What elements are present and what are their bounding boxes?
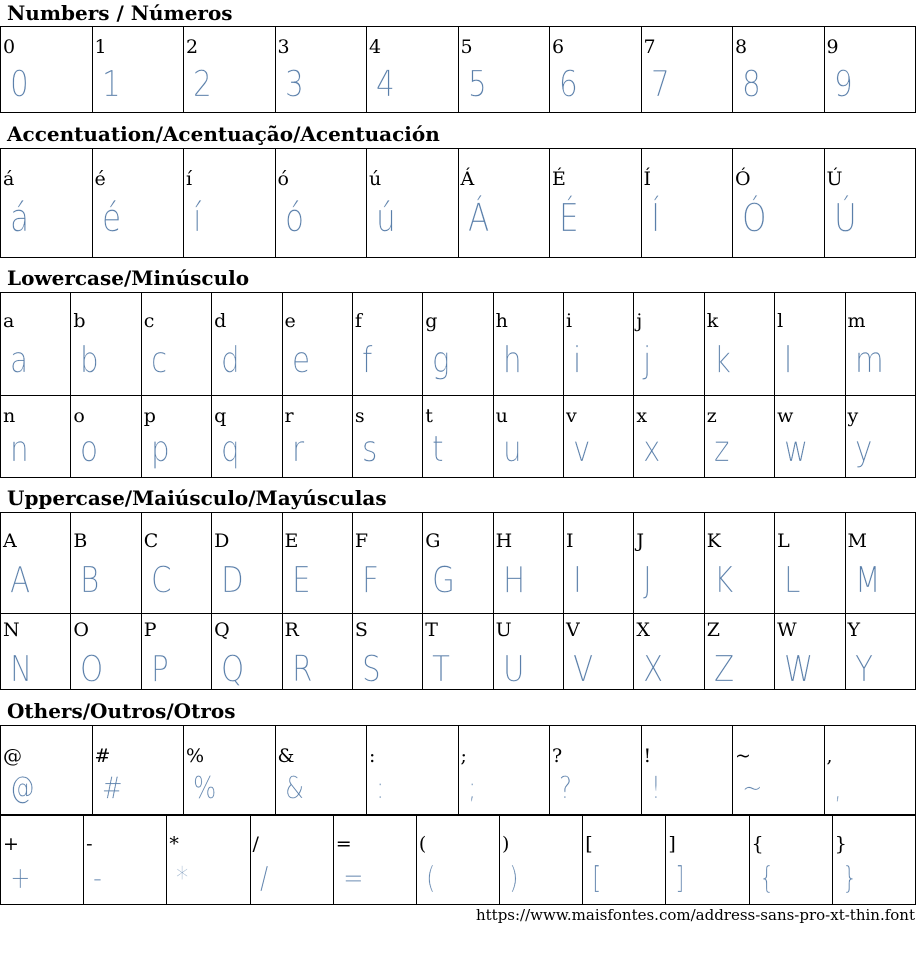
glyph-label: 7: [643, 36, 656, 58]
glyph-cell: [749, 815, 833, 905]
glyph-cell: [704, 512, 775, 614]
glyph-sample: í: [193, 196, 202, 240]
glyph-sample: q: [221, 429, 240, 470]
glyph-cell: [352, 292, 423, 396]
glyph-cell: [499, 815, 583, 905]
section-title-accentuation: Accentuation/Acentuação/Acentuación: [7, 122, 440, 146]
glyph-label: ,: [826, 745, 833, 767]
glyph-label: í: [186, 168, 193, 190]
glyph-cell: [333, 815, 417, 905]
glyph-sample: ]: [675, 861, 685, 896]
glyph-sample: V: [573, 649, 594, 690]
glyph-cell: [275, 26, 368, 113]
glyph-sample: D: [221, 560, 244, 601]
glyph-sample: t: [432, 429, 444, 470]
glyph-label: 9: [826, 36, 839, 58]
glyph-cell: [0, 725, 93, 815]
glyph-label: 4: [369, 36, 382, 58]
glyph-sample: k: [713, 340, 731, 381]
glyph-label: é: [94, 168, 106, 190]
glyph-cell: [70, 512, 141, 614]
glyph-cell: [633, 395, 704, 478]
glyph-cell: [416, 815, 500, 905]
glyph-sample: }: [841, 861, 858, 896]
glyph-sample: %: [193, 771, 217, 806]
glyph-sample: (: [425, 861, 436, 896]
glyph-cell: [70, 395, 141, 478]
glyph-cell: [824, 148, 916, 258]
glyph-cell: [845, 292, 916, 396]
glyph-cell: [166, 815, 250, 905]
glyph-cell: [352, 512, 423, 614]
glyph-sample: 0: [10, 64, 29, 105]
glyph-cell: [0, 815, 84, 905]
glyph-sample: n: [10, 429, 29, 470]
glyph-cell: [422, 613, 493, 690]
glyph-label: +: [3, 833, 19, 855]
glyph-cell: [422, 395, 493, 478]
glyph-cell: [845, 512, 916, 614]
glyph-cell: [282, 395, 353, 478]
glyph-label: c: [143, 310, 155, 332]
glyph-cell: [845, 613, 916, 690]
glyph-label: o: [73, 405, 85, 427]
glyph-cell: [549, 725, 642, 815]
glyph-cell: [0, 395, 71, 478]
glyph-label: C: [143, 530, 159, 552]
glyph-label: @: [3, 745, 22, 767]
glyph-cell: [366, 725, 459, 815]
section-title-uppercase: Uppercase/Maiúsculo/Mayúsculas: [7, 486, 387, 510]
glyph-cell: [422, 512, 493, 614]
glyph-label: u: [495, 405, 508, 427]
glyph-cell: [70, 613, 141, 690]
glyph-label: S: [354, 619, 368, 641]
glyph-sample: A: [10, 560, 31, 601]
glyph-sample: J: [643, 560, 653, 601]
glyph-cell: [282, 512, 353, 614]
glyph-sample: p: [150, 429, 170, 470]
glyph-cell: [563, 613, 634, 690]
glyph-sample: Ú: [833, 196, 857, 240]
glyph-sample: u: [502, 429, 522, 470]
glyph-sample: {: [758, 861, 775, 896]
glyph-cell: [493, 512, 564, 614]
glyph-sample: I: [573, 560, 582, 601]
glyph-cell: [92, 725, 185, 815]
glyph-sample: !: [650, 771, 661, 806]
glyph-cell: [183, 725, 276, 815]
glyph-label: K: [706, 530, 721, 552]
glyph-sample: f: [361, 340, 373, 381]
glyph-label: W: [777, 619, 797, 641]
glyph-label: [: [585, 833, 593, 855]
glyph-cell: [0, 148, 93, 258]
uppercase-grid-row-1: [0, 512, 916, 614]
glyph-sample: i: [573, 340, 582, 381]
glyph-cell: [70, 292, 141, 396]
glyph-cell: [665, 815, 749, 905]
glyph-cell: [211, 613, 282, 690]
glyph-label: (: [418, 833, 427, 855]
glyph-cell: [141, 292, 212, 396]
glyph-sample: F: [361, 560, 379, 601]
glyph-label: A: [3, 530, 17, 552]
glyph-cell: [549, 26, 642, 113]
glyph-label: b: [73, 310, 86, 332]
section-title-lowercase: Lowercase/Minúsculo: [7, 266, 250, 290]
glyph-sample: é: [101, 196, 121, 240]
glyph-sample: É: [559, 196, 579, 240]
glyph-sample: ;: [467, 771, 476, 806]
glyph-label: O: [73, 619, 89, 641]
glyph-sample: b: [80, 340, 100, 381]
glyph-cell: [0, 512, 71, 614]
glyph-label: l: [777, 310, 784, 332]
glyph-sample: m: [854, 340, 884, 381]
glyph-cell: [549, 148, 642, 258]
glyph-sample: R: [291, 649, 313, 690]
glyph-sample: g: [432, 340, 450, 381]
glyph-cell: [704, 613, 775, 690]
accentuation-grid: [0, 148, 916, 258]
glyph-label: z: [706, 405, 717, 427]
glyph-label: t: [425, 405, 433, 427]
glyph-label: Y: [847, 619, 861, 641]
glyph-sample: =: [342, 861, 364, 896]
glyph-cell: [633, 512, 704, 614]
glyph-label: 8: [735, 36, 748, 58]
glyph-cell: [563, 512, 634, 614]
glyph-label: G: [425, 530, 441, 552]
glyph-cell: [275, 148, 368, 258]
glyph-label: }: [834, 833, 847, 855]
glyph-label: :: [369, 745, 376, 767]
source-url-link[interactable]: https://www.maisfontes.com/address-sans-pro-xt-thin.font: [475, 906, 915, 924]
glyph-cell: [366, 148, 459, 258]
glyph-cell: [458, 725, 551, 815]
glyph-label: B: [73, 530, 88, 552]
glyph-sample: K: [713, 560, 734, 601]
glyph-label: V: [566, 619, 580, 641]
others-grid-row-2: [0, 815, 916, 905]
glyph-sample: C: [150, 560, 172, 601]
glyph-sample: 5: [467, 64, 487, 105]
glyph-cell: [732, 725, 825, 815]
glyph-label: L: [777, 530, 790, 552]
glyph-label: D: [214, 530, 230, 552]
glyph-cell: [824, 725, 916, 815]
glyph-label: %: [186, 745, 205, 767]
glyph-label: =: [335, 833, 352, 855]
glyph-sample: [: [592, 861, 602, 896]
glyph-label: ú: [369, 168, 382, 190]
glyph-label: Z: [706, 619, 720, 641]
glyph-sample: a: [10, 340, 29, 381]
glyph-label: H: [495, 530, 513, 552]
glyph-sample: 1: [101, 64, 121, 105]
glyph-sample: z: [713, 429, 730, 470]
glyph-sample: Z: [713, 649, 734, 690]
glyph-sample: r: [291, 429, 304, 470]
glyph-cell: [774, 292, 845, 396]
glyph-cell: [732, 148, 825, 258]
glyph-cell: [458, 26, 551, 113]
glyph-label: F: [354, 530, 369, 552]
glyph-sample: ú: [376, 196, 396, 240]
glyph-sample: H: [502, 560, 525, 601]
glyph-label: T: [425, 619, 438, 641]
glyph-sample: 8: [742, 64, 761, 105]
glyph-label: ]: [668, 833, 676, 855]
glyph-label: ó: [277, 168, 289, 190]
glyph-cell: [141, 613, 212, 690]
uppercase-grid-row-2: [0, 613, 916, 690]
glyph-sample: :: [376, 771, 385, 806]
glyph-label: á: [3, 168, 15, 190]
glyph-label: e: [284, 310, 296, 332]
glyph-sample: 6: [559, 64, 578, 105]
glyph-cell: [183, 148, 276, 258]
glyph-sample: B: [80, 560, 100, 601]
glyph-label: 6: [552, 36, 565, 58]
glyph-cell: [774, 512, 845, 614]
glyph-label: k: [706, 310, 719, 332]
glyph-label: X: [636, 619, 650, 641]
glyph-cell: [633, 613, 704, 690]
glyph-label: s: [354, 405, 365, 427]
glyph-cell: [211, 395, 282, 478]
glyph-cell: [92, 148, 185, 258]
glyph-label: I: [566, 530, 574, 552]
glyph-sample: ~: [742, 771, 763, 806]
glyph-sample: 2: [193, 64, 212, 105]
glyph-cell: [582, 815, 666, 905]
glyph-label: ~: [735, 745, 751, 767]
glyph-sample: y: [854, 429, 872, 470]
glyph-label: R: [284, 619, 299, 641]
glyph-label: 3: [277, 36, 290, 58]
glyph-sample: w: [784, 429, 809, 470]
glyph-label: E: [284, 530, 299, 552]
glyph-label: a: [3, 310, 15, 332]
glyph-label: x: [636, 405, 648, 427]
glyph-sample: N: [10, 649, 33, 690]
glyph-sample: 9: [833, 64, 853, 105]
glyph-sample: E: [291, 560, 311, 601]
glyph-cell: [458, 148, 551, 258]
glyph-label: Q: [214, 619, 230, 641]
glyph-label: j: [636, 310, 643, 332]
lowercase-grid-row-2: [0, 395, 916, 478]
glyph-sample: Q: [221, 649, 245, 690]
glyph-label: 2: [186, 36, 199, 58]
glyph-sample: G: [432, 560, 456, 601]
glyph-sample: d: [221, 340, 240, 381]
glyph-cell: [352, 613, 423, 690]
glyph-cell: [633, 292, 704, 396]
glyph-sample: &: [284, 771, 304, 806]
glyph-cell: [366, 26, 459, 113]
glyph-sample: 7: [650, 64, 670, 105]
section-title-others: Others/Outros/Otros: [7, 699, 236, 723]
glyph-label: g: [425, 310, 438, 332]
glyph-sample: O: [80, 649, 104, 690]
glyph-sample: T: [432, 649, 451, 690]
glyph-sample: x: [643, 429, 661, 470]
glyph-sample: ): [509, 861, 519, 896]
glyph-label: h: [495, 310, 508, 332]
glyph-cell: [563, 395, 634, 478]
glyph-cell: [275, 725, 368, 815]
glyph-label: Ú: [826, 168, 843, 190]
glyph-cell: [832, 815, 916, 905]
glyph-sample: o: [80, 429, 99, 470]
numbers-grid: [0, 26, 916, 113]
section-title-numbers: Numbers / Números: [7, 1, 233, 25]
glyph-cell: [704, 292, 775, 396]
glyph-sample: ,: [833, 771, 842, 806]
glyph-label: É: [552, 168, 566, 190]
glyph-cell: [845, 395, 916, 478]
glyph-sample: á: [10, 196, 30, 240]
glyph-sample: s: [361, 429, 378, 470]
glyph-cell: [0, 26, 93, 113]
glyph-cell: [141, 395, 212, 478]
glyph-cell: [641, 26, 734, 113]
glyph-cell: [183, 26, 276, 113]
glyph-cell: [282, 613, 353, 690]
glyph-label: r: [284, 405, 294, 427]
glyph-label: f: [354, 310, 362, 332]
glyph-label: P: [143, 619, 157, 641]
glyph-sample: j: [643, 340, 652, 381]
glyph-label: n: [3, 405, 16, 427]
glyph-label: Í: [643, 168, 652, 190]
glyph-sample: c: [150, 340, 167, 381]
glyph-cell: [493, 292, 564, 396]
glyph-label: *: [169, 833, 179, 855]
glyph-cell: [704, 395, 775, 478]
glyph-label: Á: [460, 168, 475, 190]
glyph-label: y: [847, 405, 859, 427]
glyph-sample: *: [176, 861, 189, 896]
glyph-cell: [211, 292, 282, 396]
glyph-label: m: [847, 310, 866, 332]
glyph-label: J: [636, 530, 644, 552]
glyph-sample: U: [502, 649, 525, 690]
glyph-cell: [141, 512, 212, 614]
glyph-cell: [774, 395, 845, 478]
glyph-cell: [422, 292, 493, 396]
glyph-label: 5: [460, 36, 473, 58]
glyph-cell: [732, 26, 825, 113]
glyph-sample: Ó: [742, 196, 767, 240]
glyph-sample: 4: [376, 64, 395, 105]
glyph-sample: W: [784, 649, 814, 690]
glyph-cell: [774, 613, 845, 690]
glyph-label: !: [643, 745, 652, 767]
glyph-sample: X: [643, 649, 664, 690]
glyph-sample: P: [150, 649, 169, 690]
glyph-cell: [0, 292, 71, 396]
glyph-cell: [0, 613, 71, 690]
glyph-cell: [282, 292, 353, 396]
glyph-label: /: [252, 833, 259, 855]
glyph-cell: [824, 26, 916, 113]
glyph-sample: /: [259, 861, 268, 896]
glyph-sample: l: [784, 340, 793, 381]
glyph-sample: e: [291, 340, 310, 381]
others-grid-row-1: [0, 725, 916, 815]
glyph-sample: S: [361, 649, 381, 690]
glyph-label: M: [847, 530, 867, 552]
glyph-label: ): [502, 833, 510, 855]
glyph-cell: [83, 815, 167, 905]
glyph-label: 0: [3, 36, 16, 58]
glyph-cell: [563, 292, 634, 396]
glyph-cell: [641, 148, 734, 258]
glyph-label: ?: [552, 745, 563, 767]
glyph-sample: #: [101, 771, 123, 806]
glyph-label: 1: [94, 36, 107, 58]
glyph-label: -: [86, 833, 93, 855]
glyph-label: &: [277, 745, 295, 767]
glyph-label: Ó: [735, 168, 751, 190]
glyph-label: ;: [460, 745, 467, 767]
glyph-sample: Í: [650, 196, 660, 240]
glyph-cell: [493, 613, 564, 690]
glyph-cell: [352, 395, 423, 478]
glyph-sample: v: [573, 429, 591, 470]
glyph-label: v: [566, 405, 577, 427]
glyph-sample: Á: [467, 196, 489, 240]
glyph-label: {: [751, 833, 764, 855]
glyph-sample: M: [854, 560, 880, 601]
glyph-label: w: [777, 405, 794, 427]
glyph-sample: -: [93, 861, 103, 896]
glyph-cell: [211, 512, 282, 614]
lowercase-grid-row-1: [0, 292, 916, 396]
glyph-label: d: [214, 310, 227, 332]
glyph-sample: @: [10, 771, 35, 806]
glyph-cell: [641, 725, 734, 815]
glyph-label: N: [3, 619, 20, 641]
glyph-sample: +: [10, 861, 31, 896]
glyph-cell: [493, 395, 564, 478]
glyph-label: #: [94, 745, 111, 767]
glyph-cell: [92, 26, 185, 113]
glyph-label: i: [566, 310, 573, 332]
glyph-sample: L: [784, 560, 801, 601]
glyph-sample: Y: [854, 649, 873, 690]
glyph-sample: ?: [559, 771, 573, 806]
glyph-sample: h: [502, 340, 522, 381]
glyph-cell: [250, 815, 334, 905]
glyph-label: U: [495, 619, 512, 641]
glyph-label: p: [143, 405, 156, 427]
glyph-label: q: [214, 405, 227, 427]
glyph-sample: ó: [284, 196, 304, 240]
glyph-sample: 3: [284, 64, 304, 105]
